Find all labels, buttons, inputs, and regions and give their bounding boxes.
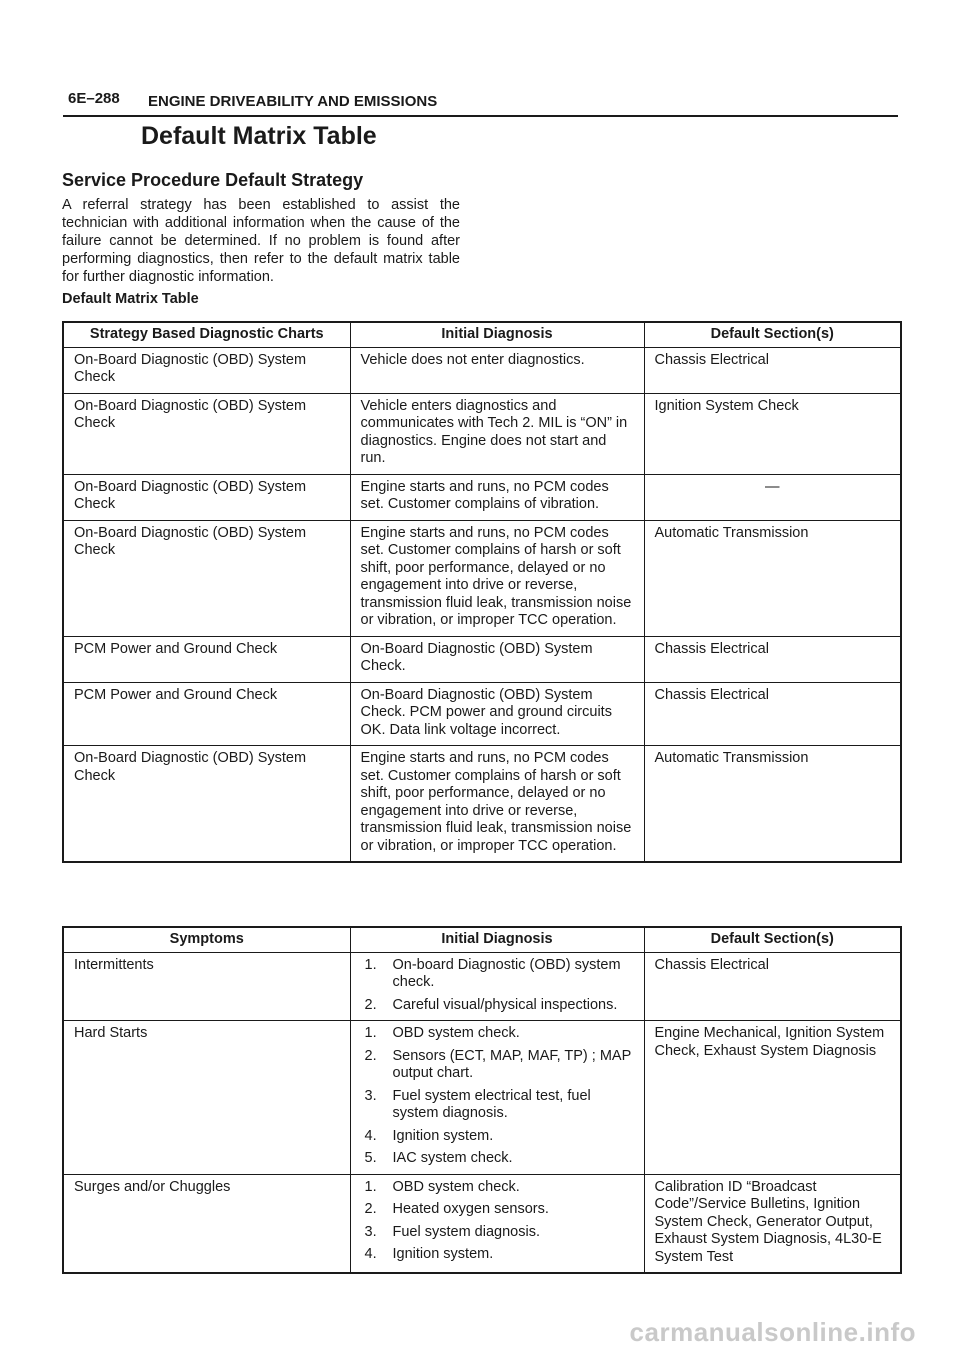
section-cell: Chassis Electrical xyxy=(644,347,901,393)
diagnosis-step: 3. Fuel system diagnosis. xyxy=(364,1223,540,1240)
diagnosis-cell: Engine starts and runs, no PCM codes set. Customer complains of harsh or soft shift, poor performance, delayed or no engagement into drive or reverse, transmission fluid leak, transmission noise or vibration, or improper TCC operation. xyxy=(350,520,644,636)
strategy-cell: PCM Power and Ground Check xyxy=(63,636,350,682)
diagnosis-cell: Vehicle does not enter diagnostics. xyxy=(350,347,644,393)
diagnosis-step: 1. OBD system check. xyxy=(364,1178,520,1195)
table-row xyxy=(63,636,901,682)
header-rule xyxy=(63,115,898,117)
symptoms-table xyxy=(62,926,900,1274)
section-cell: — xyxy=(644,474,901,520)
strategy-cell: On-Board Diagnostic (OBD) System Check xyxy=(63,520,350,636)
table-header-row xyxy=(63,322,901,347)
section-cell: Chassis Electrical xyxy=(644,636,901,682)
diagnosis-step: 2. Sensors (ECT, MAP, MAF, TP) ; MAP output chart. xyxy=(364,1047,632,1081)
symptom-cell: Intermittents xyxy=(63,952,350,1021)
section-cell: Automatic Transmission xyxy=(644,746,901,863)
column-header-initial-diagnosis: Initial Diagnosis xyxy=(350,927,644,952)
symptom-cell: Surges and/or Chuggles xyxy=(63,1174,350,1273)
symptom-cell: Hard Starts xyxy=(63,1021,350,1175)
diagnosis-cell xyxy=(350,952,644,1021)
diagnosis-step: 4. Ignition system. xyxy=(364,1127,494,1144)
strategy-cell: On-Board Diagnostic (OBD) System Check xyxy=(63,393,350,474)
diagnosis-step: 4. Ignition system. xyxy=(364,1246,494,1262)
table-row xyxy=(63,393,901,474)
intro-paragraph: A referral strategy has been established to assist the technician with additional information when the cause of the failure cannot be determined. If no problem is found after performing diagnostics, then refer to the default matrix table for further diagnostic information. xyxy=(62,197,460,285)
diagnosis-cell: On-Board Diagnostic (OBD) System Check. PCM power and ground circuits OK. Data link voltage incorrect. xyxy=(350,682,644,746)
section-cell: Automatic Transmission xyxy=(644,520,901,636)
diagnosis-cell: Engine starts and runs, no PCM codes set. Customer complains of vibration. xyxy=(350,474,644,520)
diagnosis-cell xyxy=(350,1174,644,1273)
column-header-default-sections: Default Section(s) xyxy=(644,927,901,952)
diagnosis-steps xyxy=(361,957,634,1015)
diagnosis-step: 2. Careful visual/physical inspections. xyxy=(364,996,618,1013)
diagnosis-cell xyxy=(350,1021,644,1175)
section-cell: Ignition System Check xyxy=(644,393,901,474)
diagnosis-step: 5. IAC system check. xyxy=(364,1150,513,1166)
strategy-cell: On-Board Diagnostic (OBD) System Check xyxy=(63,347,350,393)
diagnosis-cell: Vehicle enters diagnostics and communicates with Tech 2. MIL is “ON” in diagnostics. Engine does not start and run. xyxy=(350,393,644,474)
diagnosis-steps xyxy=(361,1025,634,1168)
table-row xyxy=(63,1174,901,1273)
strategy-cell: On-Board Diagnostic (OBD) System Check xyxy=(63,746,350,863)
section-cell: Chassis Electrical xyxy=(644,952,901,1021)
page-title: Default Matrix Table xyxy=(141,122,377,150)
page-number: 6E–288 xyxy=(68,90,120,107)
strategy-cell: On-Board Diagnostic (OBD) System Check xyxy=(63,474,350,520)
diagnosis-step: 1. On-board Diagnostic (OBD) system check. xyxy=(364,956,621,990)
diagnosis-steps xyxy=(361,1179,634,1264)
diagnosis-step: 2. Heated oxygen sensors. xyxy=(364,1201,549,1217)
table-row xyxy=(63,347,901,393)
table-row xyxy=(63,952,901,1021)
running-header: ENGINE DRIVEABILITY AND EMISSIONS xyxy=(148,93,438,110)
default-matrix-table xyxy=(62,321,900,863)
diagnosis-step: 3. Fuel system electrical test, fuel system diagnosis. xyxy=(364,1087,591,1121)
column-header-initial-diagnosis: Initial Diagnosis xyxy=(350,322,644,347)
watermark: carmanualsonline.info xyxy=(629,1317,916,1347)
table-header-row xyxy=(63,927,901,952)
diagnosis-cell: Engine starts and runs, no PCM codes set. Customer complains of harsh or soft shift, poor performance, delayed or no engagement into drive or reverse, transmission fluid leak, transmission noise or vibration, or improper TCC operation. xyxy=(350,746,644,863)
section-subtitle: Service Procedure Default Strategy xyxy=(62,170,364,190)
section-cell: Calibration ID “Broadcast Code”/Service Bulletins, Ignition System Check, Generator Output, Exhaust System Diagnosis, 4L30-E System Test xyxy=(644,1174,901,1273)
table-row xyxy=(63,474,901,520)
column-header-symptoms: Symptoms xyxy=(63,927,350,952)
table-row xyxy=(63,520,901,636)
table-row xyxy=(63,746,901,863)
strategy-cell: PCM Power and Ground Check xyxy=(63,682,350,746)
section-cell: Engine Mechanical, Ignition System Check, Exhaust System Diagnosis xyxy=(644,1021,901,1175)
section-cell: Chassis Electrical xyxy=(644,682,901,746)
diagnosis-step: 1. OBD system check. xyxy=(364,1025,520,1041)
diagnosis-cell: On-Board Diagnostic (OBD) System Check. xyxy=(350,636,644,682)
table-row xyxy=(63,682,901,746)
column-header-strategy: Strategy Based Diagnostic Charts xyxy=(63,322,350,347)
column-header-default-sections: Default Section(s) xyxy=(644,322,901,347)
table-caption: Default Matrix Table xyxy=(62,291,199,307)
table-row xyxy=(63,1021,901,1175)
